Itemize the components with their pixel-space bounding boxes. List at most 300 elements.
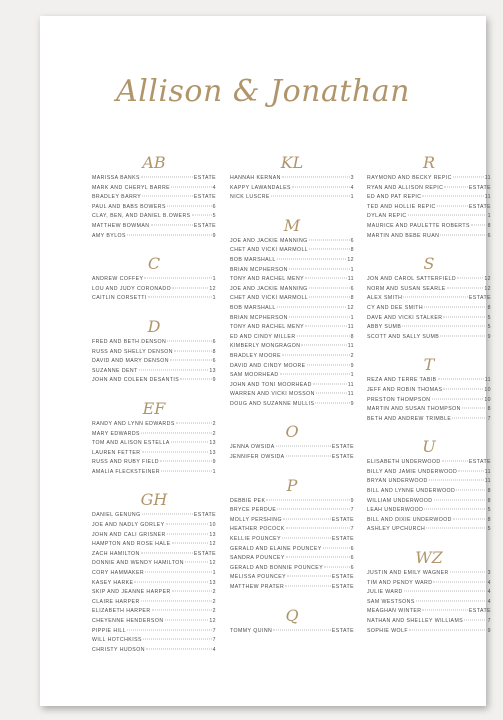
table-assignment: 11 (347, 324, 354, 331)
seating-chart-card (40, 16, 491, 706)
guest-name: ANDREW COFFEY (92, 276, 144, 283)
table-assignment: 10 (209, 522, 216, 529)
guest-name: NORM AND SUSAN SEARLE (367, 285, 446, 292)
table-assignment: 9 (350, 497, 354, 504)
letter-section (92, 154, 216, 241)
guest-row (367, 487, 491, 497)
letter-section (230, 423, 354, 462)
guest-name: CHET AND VICKI MARMOLL (230, 247, 309, 254)
column-3 (367, 154, 491, 650)
section-monogram: Q (285, 605, 299, 625)
guest-row (367, 569, 491, 579)
leader-dots (142, 514, 193, 515)
leader-dots (286, 528, 350, 529)
guest-name: HAMPTON AND ROSE HALE (92, 541, 171, 548)
guest-row (230, 564, 354, 574)
guest-name: BOB MARSHALL (230, 256, 276, 263)
leader-dots (141, 552, 193, 553)
table-assignment: 9 (487, 333, 491, 340)
guest-row (92, 367, 216, 377)
leader-dots (458, 470, 483, 471)
guest-row (230, 362, 354, 372)
table-assignment: 1 (350, 266, 354, 273)
guest-row (230, 554, 354, 564)
guest-row (230, 294, 354, 304)
guest-row (230, 573, 354, 583)
table-assignment: 11 (484, 478, 491, 485)
leader-dots (313, 383, 347, 384)
table-assignment: 8 (487, 497, 491, 504)
section-monogram: C (147, 254, 161, 274)
leader-dots (444, 186, 468, 187)
leader-dots (453, 518, 487, 519)
table-assignment: ESTATE (331, 454, 354, 461)
section-monogram: KL (280, 153, 304, 172)
section-monogram: O (285, 422, 299, 442)
table-assignment: 6 (350, 237, 354, 244)
table-assignment: ESTATE (331, 516, 354, 523)
guest-name: RUSS AND SHELLY DENSON (92, 348, 173, 355)
guest-name: MATTHEW PRATER (230, 584, 285, 590)
guest-name: BRADLEY BARRY (92, 194, 142, 201)
table-assignment: ESTATE (331, 574, 354, 581)
leader-dots (144, 278, 211, 279)
guest-row (230, 266, 354, 276)
leader-dots (167, 340, 212, 341)
guest-name: BETH AND ANDREW TRIMBLE (367, 415, 452, 422)
guest-name: DONNIE AND WENDY HAMILTON (92, 560, 184, 567)
guest-name: CORY HAMMAKER (92, 570, 145, 577)
guest-name: MEAGHAN WINTER (367, 608, 422, 615)
guest-name: TONY AND RACHEL MENY (230, 276, 305, 283)
table-assignment: 11 (347, 276, 354, 283)
table-assignment: 2 (212, 598, 216, 605)
table-assignment: 9 (212, 459, 216, 466)
guest-row (230, 193, 354, 203)
guest-row (92, 174, 216, 184)
table-assignment: 8 (212, 348, 216, 355)
leader-dots (301, 345, 346, 346)
guest-row (230, 246, 354, 256)
leader-dots (171, 442, 208, 443)
letter-section (367, 549, 491, 636)
guest-name: SKIP AND JEANNE HARPER (92, 589, 171, 596)
guest-row (367, 607, 491, 617)
leader-dots (287, 576, 331, 577)
guest-name: JUSTIN AND EMILY WAGNER (367, 570, 449, 577)
table-assignment: ESTATE (193, 194, 216, 201)
guest-name: MELISSA POUNCEY (230, 574, 287, 581)
letter-section (92, 255, 216, 304)
leader-dots (192, 215, 212, 216)
leader-dots (273, 629, 331, 630)
guest-row (367, 304, 491, 314)
guest-row (92, 617, 216, 627)
table-assignment: 8 (487, 488, 491, 495)
leader-dots (429, 480, 484, 481)
leader-dots (464, 620, 487, 621)
guest-name: SANDRA POUNCEY (230, 555, 285, 562)
guest-row (92, 338, 216, 348)
guest-name: GERALD AND ELAINE POUNCEY (230, 545, 322, 552)
guest-name: NICK LUSCRE (230, 194, 270, 201)
table-assignment: ESTATE (468, 608, 491, 615)
section-monogram: AB (142, 153, 166, 172)
guest-row (367, 184, 491, 194)
leader-dots (277, 306, 347, 307)
guest-name: ELIZABETH HARPER (92, 608, 151, 615)
table-assignment: 11 (347, 391, 354, 398)
guest-name: AMALIA FLECKSTEINER (92, 468, 160, 475)
leader-dots (185, 562, 208, 563)
table-assignment: 2 (212, 608, 216, 615)
table-assignment: ESTATE (331, 536, 354, 543)
column-2 (230, 154, 354, 650)
leader-dots (453, 177, 484, 178)
leader-dots (172, 543, 209, 544)
section-monogram: M (283, 215, 301, 235)
guest-row (92, 569, 216, 579)
table-assignment: 10 (484, 396, 491, 403)
table-assignment: 1 (350, 372, 354, 379)
guest-name: LOU AND JUDY CORONADO (92, 285, 172, 292)
guest-name: JENNIFER OWSIDA (230, 454, 285, 461)
guest-row (92, 458, 216, 468)
table-assignment: 11 (347, 343, 354, 350)
guest-row (92, 598, 216, 608)
leader-dots (292, 186, 350, 187)
leader-dots (141, 177, 193, 178)
leader-dots (442, 461, 468, 462)
guest-row (230, 381, 354, 391)
section-monogram: S (423, 254, 435, 274)
guest-row (92, 588, 216, 598)
guest-name: MOLLY PERSHING (230, 516, 282, 523)
leader-dots (146, 648, 212, 649)
guest-row (367, 275, 491, 285)
table-assignment: 3 (350, 175, 354, 181)
leader-dots (409, 629, 487, 630)
letter-section (230, 607, 354, 637)
guest-name: KASEY HARKE (92, 579, 134, 586)
guest-name: RYAN AND ALLISON REPIC (367, 184, 444, 191)
section-monogram: D (147, 316, 161, 336)
leader-dots (404, 591, 487, 592)
guest-row (92, 357, 216, 367)
leader-dots (462, 408, 487, 409)
leader-dots (424, 306, 487, 307)
section-monogram: R (422, 153, 436, 172)
guest-name: CHRISTY HUDSON (92, 646, 145, 653)
guest-row (230, 323, 354, 333)
table-assignment: 12 (209, 285, 216, 292)
leader-dots (324, 566, 350, 567)
guest-name: CLAIRE HARPER (92, 598, 140, 605)
leader-dots (286, 456, 331, 457)
table-assignment: 11 (347, 381, 354, 388)
table-assignment: 12 (347, 304, 354, 311)
guest-name: DAVID AND CINDY MOORE (230, 362, 306, 369)
guest-name: ED AND CINDY MILLER (230, 333, 296, 340)
column-1 (92, 154, 216, 669)
leader-dots (266, 499, 349, 500)
section-monogram: P (286, 475, 298, 495)
guest-row (367, 617, 491, 627)
guest-name: TIM AND PENDY WARD (367, 579, 433, 586)
table-assignment: 2 (212, 420, 216, 427)
table-assignment: 12 (209, 560, 216, 567)
table-assignment: 2 (350, 352, 354, 359)
table-assignment: 12 (347, 256, 354, 263)
leader-dots (139, 369, 209, 370)
guest-row (367, 525, 491, 535)
leader-dots (285, 586, 331, 587)
section-monogram: EF (142, 398, 166, 418)
guest-name: LEAH UNDERWOOD (367, 507, 424, 514)
leader-dots (176, 422, 212, 423)
table-assignment: 8 (350, 295, 354, 302)
leader-dots (165, 620, 209, 621)
leader-dots (422, 196, 483, 197)
guest-row (230, 237, 354, 247)
couple-names-title: Allison & Jonathan (116, 74, 410, 109)
table-assignment: 7 (212, 627, 216, 634)
leader-dots (127, 234, 212, 235)
leader-dots (280, 374, 350, 375)
leader-dots (170, 360, 212, 361)
table-assignment: 7 (487, 618, 491, 624)
table-assignment: 5 (487, 507, 491, 514)
leader-dots (452, 417, 486, 418)
table-assignment: 12 (209, 541, 216, 548)
guest-name: KAPPY LAWANDALES (230, 184, 291, 191)
leader-dots (289, 316, 350, 317)
guest-row (230, 400, 354, 410)
table-assignment: 6 (212, 358, 216, 365)
guest-row (92, 203, 216, 213)
table-assignment: 13 (209, 579, 216, 586)
guest-row (367, 203, 491, 213)
guest-name: CHET AND VICKI MARMOLL (230, 295, 309, 302)
leader-dots (323, 547, 350, 548)
leader-dots (142, 196, 193, 197)
table-assignment: 8 (350, 247, 354, 254)
guest-name: PIPPIE HILL (92, 627, 127, 634)
table-assignment: 6 (350, 555, 354, 562)
guest-name: MARISSA BANKS (92, 175, 140, 181)
table-assignment: 1 (212, 570, 216, 577)
guest-row (230, 583, 354, 593)
table-assignment: ESTATE (468, 203, 491, 210)
table-assignment: 13 (209, 449, 216, 456)
leader-dots (127, 629, 212, 630)
guest-row (367, 222, 491, 232)
guest-row (230, 516, 354, 526)
guest-row (92, 193, 216, 203)
guest-row (230, 352, 354, 362)
letter-section (230, 217, 354, 410)
guest-row (367, 232, 491, 242)
table-assignment: 13 (209, 367, 216, 374)
leader-dots (161, 470, 212, 471)
guest-row (367, 174, 491, 184)
guest-row (92, 348, 216, 358)
guest-name: JOHN AND CALI GRISNER (92, 531, 166, 538)
section-monogram: U (422, 437, 436, 457)
guest-name: DAVID AND MARY DENSON (92, 358, 169, 365)
guest-row (92, 420, 216, 430)
leader-dots (440, 335, 487, 336)
guest-row (230, 497, 354, 507)
guest-row (92, 559, 216, 569)
guest-row (230, 453, 354, 463)
guest-row (92, 275, 216, 285)
leader-dots (145, 572, 212, 573)
table-assignment: 9 (212, 377, 216, 384)
guest-name: BRIAN MCPHERSON (230, 314, 288, 321)
guest-name: DEBBIE PEK (230, 497, 266, 504)
guest-name: TOM AND ALISON ESTELLA (92, 440, 170, 447)
table-assignment: 1 (350, 194, 354, 201)
guest-name: TED AND HOLLIE REPIC (367, 203, 436, 210)
leader-dots (141, 432, 212, 433)
leader-dots (434, 499, 487, 500)
table-assignment: 13 (209, 531, 216, 538)
table-assignment: ESTATE (193, 512, 216, 519)
guest-row (92, 439, 216, 449)
leader-dots (286, 557, 350, 558)
guest-row (230, 304, 354, 314)
guest-name: SUZANNE DENT (92, 367, 138, 374)
leader-dots (180, 379, 211, 380)
table-assignment: 12 (484, 276, 491, 283)
leader-dots (282, 354, 350, 355)
guest-row (367, 333, 491, 343)
leader-dots (309, 297, 350, 298)
guest-row (230, 371, 354, 381)
guest-row (92, 607, 216, 617)
guest-name: PAUL AND BABS BOWERS (92, 203, 166, 210)
leader-dots (277, 258, 347, 259)
leader-dots (167, 533, 209, 534)
guest-name: RAYMOND AND BECKY REPIC (367, 175, 452, 181)
table-assignment: 4 (350, 184, 354, 191)
leader-dots (297, 335, 350, 336)
table-assignment: 7 (487, 415, 491, 422)
guest-name: KIMBERLY MONGRAGON (230, 343, 301, 350)
guest-row (230, 184, 354, 194)
leader-dots (309, 239, 350, 240)
table-assignment: 12 (484, 285, 491, 292)
guest-name: RANDY AND LYNN EDWARDS (92, 420, 175, 427)
guest-row (367, 323, 491, 333)
guest-row (367, 376, 491, 386)
leader-dots (305, 326, 347, 327)
letter-section (367, 154, 491, 241)
table-assignment: 8 (487, 516, 491, 523)
table-assignment: 1 (212, 276, 216, 283)
leader-dots (271, 196, 350, 197)
guest-name: ALEX SMITH (367, 295, 403, 302)
leader-dots (166, 524, 209, 525)
guest-name: CAITLIN CORSETTI (92, 295, 147, 302)
table-assignment: 9 (350, 362, 354, 369)
guest-row (230, 535, 354, 545)
table-assignment: ESTATE (331, 627, 354, 634)
leader-dots (438, 379, 484, 380)
guest-row (230, 342, 354, 352)
guest-name: JOHN AND TONI MOORHEAD (230, 381, 312, 388)
table-assignment: 8 (487, 406, 491, 413)
guest-name: JOHN AND COLEEN DESANTIS (92, 377, 180, 384)
guest-name: MATTHEW BOWMAN (92, 222, 150, 229)
guest-name: GERALD AND BONNIE POUNCEY (230, 564, 324, 571)
guest-name: WILLIAM UNDERWOOD (367, 497, 433, 504)
guest-name: CY AND DEE SMITH (367, 304, 424, 311)
table-assignment: 8 (487, 304, 491, 311)
table-assignment: 6 (350, 545, 354, 552)
section-monogram: GH (140, 490, 168, 510)
guest-row (92, 550, 216, 560)
leader-dots (433, 581, 486, 582)
table-assignment: 11 (484, 377, 491, 384)
leader-dots (151, 224, 193, 225)
letter-section (92, 491, 216, 655)
guest-row (367, 468, 491, 478)
leader-dots (307, 364, 350, 365)
table-assignment: 4 (487, 589, 491, 596)
leader-dots (471, 224, 487, 225)
leader-dots (437, 205, 468, 206)
guest-name: DYLAN REPIC (367, 213, 407, 220)
guest-row (367, 506, 491, 516)
guest-row (367, 588, 491, 598)
table-assignment: 12 (209, 618, 216, 624)
guest-name: ABBY SUMB (367, 324, 402, 331)
table-assignment: 4 (487, 598, 491, 605)
guest-row (92, 579, 216, 589)
table-assignment: ESTATE (193, 222, 216, 229)
guest-row (92, 222, 216, 232)
guest-name: FRED AND BETH DENSON (92, 338, 167, 345)
guest-row (92, 636, 216, 646)
guest-name: NATHAN AND SHELLEY WILLIAMS (367, 618, 464, 624)
leader-dots (450, 572, 487, 573)
guest-row (92, 184, 216, 194)
guest-row (367, 516, 491, 526)
guest-row (367, 396, 491, 406)
table-assignment: 3 (487, 570, 491, 577)
leader-dots (141, 600, 212, 601)
guest-name: HEATHER POCOCK (230, 526, 285, 533)
section-monogram: WZ (415, 548, 443, 568)
guest-row (367, 212, 491, 222)
guest-name: SAM WESTSONS (367, 598, 415, 605)
guest-row (367, 294, 491, 304)
guest-name: JENNA OWSIDA (230, 444, 275, 451)
leader-dots (143, 639, 212, 640)
table-assignment: ESTATE (331, 584, 354, 590)
guest-row (92, 376, 216, 386)
guest-row (92, 212, 216, 222)
guest-row (92, 232, 216, 242)
guest-row (367, 314, 491, 324)
table-assignment: 5 (212, 213, 216, 220)
leader-dots (134, 581, 208, 582)
table-assignment: 1 (212, 468, 216, 475)
guest-row (230, 627, 354, 637)
guest-row (92, 449, 216, 459)
